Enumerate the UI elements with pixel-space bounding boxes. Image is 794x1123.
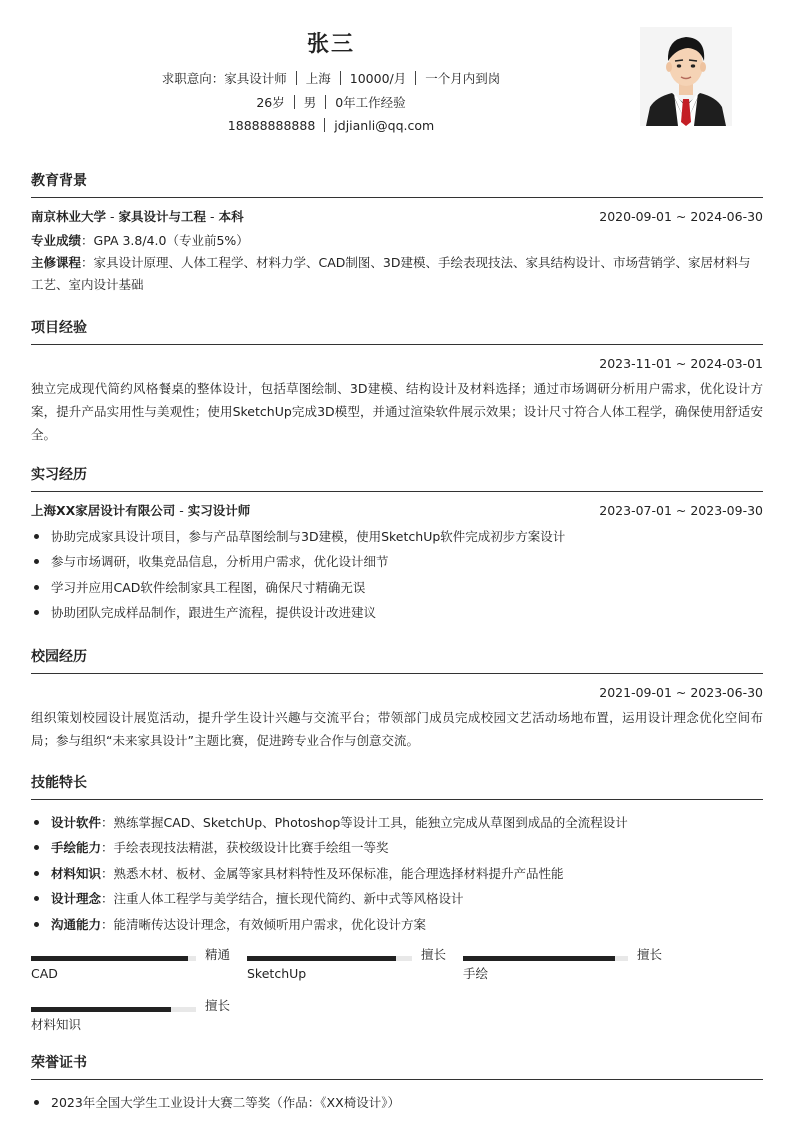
skill-track: [463, 956, 628, 961]
skill-name: 材料知识: [31, 1016, 82, 1032]
contact-line: [31, 117, 631, 135]
skill-level: 擅长: [205, 997, 231, 1013]
skill-name: 手绘: [463, 965, 489, 981]
education-section: [31, 172, 763, 296]
gender: 男: [303, 95, 317, 110]
skill-fill: [463, 956, 615, 961]
school-name: 南京林业大学: [31, 208, 107, 224]
work-experience: 0年工作经验: [335, 95, 406, 110]
divider: [294, 95, 295, 109]
list-item: 学习并应用CAD软件绘制家具工程图，确保尺寸精确无误: [31, 575, 763, 601]
divider: [325, 95, 326, 109]
job-role: 实习设计师: [187, 502, 251, 518]
gpa-line: 专业成绩：GPA 3.8/4.0（专业前5%）: [31, 232, 249, 248]
gpa-label: 专业成绩: [31, 232, 82, 248]
list-item: 协助团队完成样品制作，跟进生产流程，提供设计改进建议: [31, 600, 763, 626]
internship-duties: [31, 524, 763, 626]
intent-label: 求职意向：: [161, 71, 225, 86]
email: jdjianli@qq.com: [334, 118, 435, 133]
job-intent-line: [31, 70, 631, 88]
section-title: 校园经历: [31, 648, 763, 674]
courses-line: 主修课程：家具设计原理、人体工程学、材料力学、CAD制图、3D建模、手绘表现技法、家具结构设计、市场营销学、家居材料与工艺、室内设计基础: [31, 254, 751, 292]
internship-header-row: 上海XX家居设计有限公司 - 实习设计师 2023-07-01 ~ 2023-09-30: [31, 502, 763, 518]
basic-info-line: [31, 94, 631, 112]
skill-level: 擅长: [421, 946, 447, 962]
list-item: 参与市场调研，收集竞品信息，分析用户需求，优化设计细节: [31, 549, 763, 575]
skill-bar: [31, 997, 231, 1039]
project-header-row: [31, 355, 763, 377]
skill-name: SketchUp: [247, 965, 307, 981]
internship-section: [31, 466, 763, 626]
skill-bars: [31, 948, 763, 1048]
list-item: 沟通能力：能清晰传达设计理念，有效倾听用户需求，优化设计方案: [31, 912, 763, 938]
skill-level: 擅长: [637, 946, 663, 962]
divider: [415, 71, 416, 85]
section-title: 荣誉证书: [31, 1054, 763, 1080]
profile-photo: [640, 27, 732, 126]
skills-section: [31, 774, 763, 1048]
skill-fill: [31, 956, 188, 961]
campus-section: [31, 648, 763, 752]
courses-label: 主修课程: [31, 254, 82, 270]
list-item: 设计软件：熟练掌握CAD、SketchUp、Photoshop等设计工具，能独立完成从草图到成品的全流程设计: [31, 810, 763, 836]
major: 家具设计与工程: [118, 208, 207, 224]
intent-city: 上海: [305, 71, 331, 86]
list-item: 设计理念：注重人体工程学与美学结合，擅长现代简约、新中式等风格设计: [31, 886, 763, 912]
courses-value: 家具设计原理、人体工程学、材料力学、CAD制图、3D建模、手绘表现技法、家具结构设计、市场营销学、家居材料与工艺、室内设计基础: [31, 254, 751, 292]
skill-bar: [463, 946, 663, 988]
intent-salary: 10000/月: [349, 71, 407, 86]
section-title: 实习经历: [31, 466, 763, 492]
skill-name: CAD: [31, 965, 58, 981]
honors-section: [31, 1054, 763, 1115]
divider: [324, 118, 325, 132]
degree: 本科: [218, 208, 244, 224]
section-title: 项目经验: [31, 319, 763, 345]
list-item: 手绘能力：手绘表现技法精湛，获校级设计比赛手绘组一等奖: [31, 835, 763, 861]
skills-list: [31, 810, 763, 938]
skill-level: 精通: [205, 946, 231, 962]
campus-description: 组织策划校园设计展览活动，提升学生设计兴趣与交流平台；带领部门成员完成校园文艺活动场地布置，运用设计理念优化空间布局；参与组织“未来家具设计”主题比赛，促进跨专业合作与创意交流。: [31, 709, 763, 748]
skill-fill: [31, 1007, 171, 1012]
divider: [296, 71, 297, 85]
list-item: 协助完成家具设计项目，参与产品草图绘制与3D建模，使用SketchUp软件完成初步方案设计: [31, 524, 763, 550]
phone: 18888888888: [227, 118, 316, 133]
project-description: 独立完成现代简约风格餐桌的整体设计，包括草图绘制、3D建模、结构设计及材料选择；通过市场调研分析用户需求，优化设计方案，提升产品实用性与美观性；使用SketchUp完成3D模型，并通过渲染软件展示效果；设计尺寸符合人体工程学，确保使用舒适安全。: [31, 380, 763, 442]
education-date: 2020-09-01 ~ 2024-06-30: [599, 208, 763, 224]
skill-track: [31, 1007, 196, 1012]
skill-track: [247, 956, 412, 961]
gpa-value: GPA 3.8/4.0（专业前5%）: [93, 232, 249, 248]
section-title: 技能特长: [31, 774, 763, 800]
skill-track: [31, 956, 196, 961]
company-name: 上海XX家居设计有限公司: [31, 502, 176, 518]
skill-fill: [247, 956, 396, 961]
divider: [340, 71, 341, 85]
section-title: 教育背景: [31, 172, 763, 198]
campus-header-row: [31, 684, 763, 706]
intent-position: 家具设计师: [224, 71, 287, 86]
skill-bar: [31, 946, 231, 988]
project-date: 2023-11-01 ~ 2024-03-01: [599, 355, 763, 371]
internship-date: 2023-07-01 ~ 2023-09-30: [599, 502, 763, 518]
age: 26岁: [256, 95, 285, 110]
candidate-name: 张三: [306, 32, 355, 57]
campus-date: 2021-09-01 ~ 2023-06-30: [599, 684, 763, 700]
list-item: 2023年全国大学生工业设计大赛二等奖（作品：《XX椅设计》）: [31, 1090, 763, 1116]
honors-list: [31, 1090, 763, 1116]
skill-bar: [247, 946, 447, 988]
resume-header: [31, 0, 763, 160]
intent-availability: 一个月内到岗: [425, 71, 501, 86]
education-header-row: 南京林业大学 - 家具设计与工程 - 本科 2020-09-01 ~ 2024-06-30: [31, 208, 763, 224]
list-item: 材料知识：熟悉木材、板材、金属等家具材料特性及环保标准，能合理选择材料提升产品性能: [31, 861, 763, 887]
avatar-illustration: [640, 27, 732, 126]
project-section: [31, 319, 763, 446]
